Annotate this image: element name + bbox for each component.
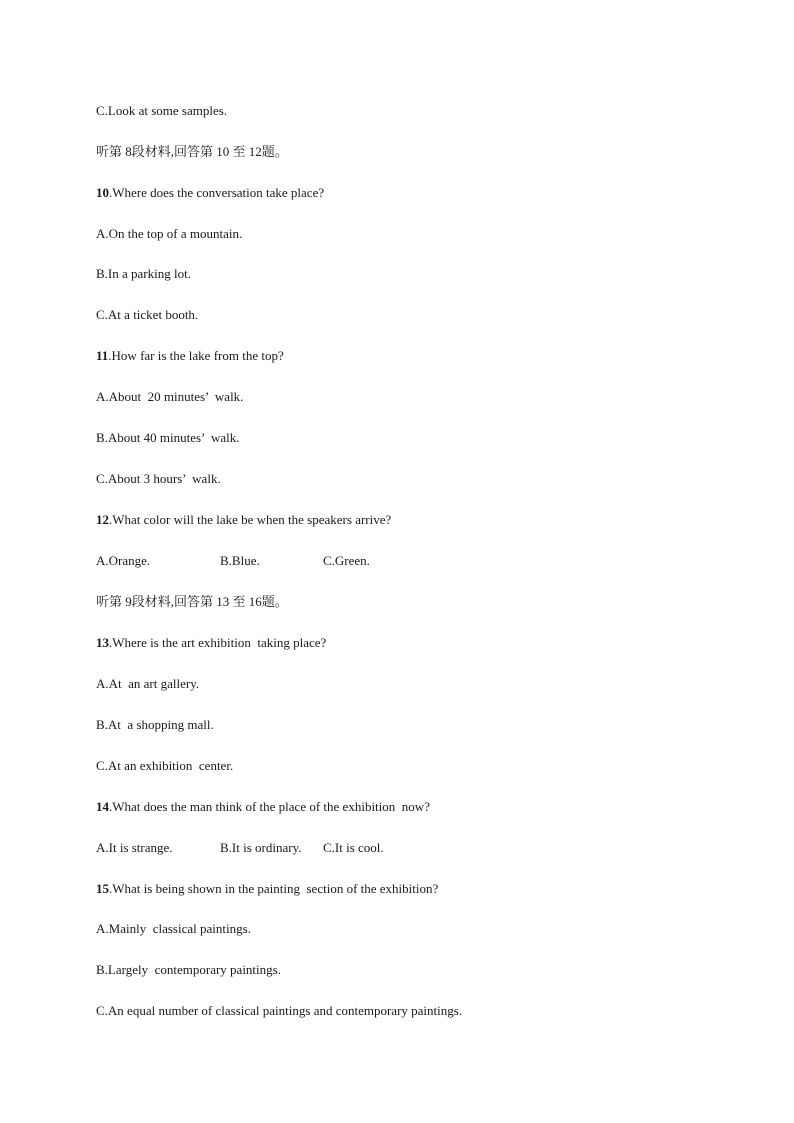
question-text: .Where does the conversation take place? — [109, 185, 325, 200]
q10-option-a: A.On the top of a mountain. — [96, 226, 243, 241]
question-number: 10 — [96, 185, 109, 200]
q13-option-c: C.At an exhibition center. — [96, 758, 234, 773]
q15-option-b: B.Largely contemporary paintings. — [96, 962, 281, 977]
q12-option-b: B.Blue. — [220, 553, 260, 568]
q12-option-a: A.Orange. — [96, 553, 151, 568]
q14-option-a: A.It is strange. — [96, 840, 173, 855]
question-15 — [96, 881, 438, 897]
q14-options — [96, 840, 696, 856]
q14-option-c: C.It is cool. — [323, 840, 384, 855]
q12-options — [96, 553, 696, 569]
question-text: .How far is the lake from the top? — [108, 348, 284, 363]
question-text: .What color will the lake be when the speakers arrive? — [109, 512, 392, 527]
q15-option-a: A.Mainly classical paintings. — [96, 921, 251, 936]
q13-option-b: B.At a shopping mall. — [96, 717, 214, 732]
q15-option-c: C.An equal number of classical paintings and contemporary paintings. — [96, 1003, 463, 1018]
question-14 — [96, 799, 430, 815]
question-number: 14 — [96, 799, 109, 814]
q14-option-b: B.It is ordinary. — [220, 840, 302, 855]
question-11 — [96, 348, 284, 364]
question-10 — [96, 185, 324, 201]
question-number: 13 — [96, 635, 109, 650]
q10-option-c: C.At a ticket booth. — [96, 307, 199, 322]
question-text: .What does the man think of the place of the exhibition now? — [109, 799, 430, 814]
q11-option-a: A.About 20 minutes’ walk. — [96, 389, 244, 404]
section-8-header: 听第 8段材料,回答第 10 至 12题。 — [96, 144, 288, 159]
question-text: .What is being shown in the painting section of the exhibition? — [109, 881, 439, 896]
q9-option-c: C.Look at some samples. — [96, 103, 228, 118]
section-9-header: 听第 9段材料,回答第 13 至 16题。 — [96, 594, 288, 609]
question-number: 11 — [96, 348, 109, 363]
q11-option-c: C.About 3 hours’ walk. — [96, 471, 221, 486]
q12-option-c: C.Green. — [323, 553, 370, 568]
q10-option-b: B.In a parking lot. — [96, 266, 191, 281]
question-number: 12 — [96, 512, 109, 527]
question-13 — [96, 635, 326, 651]
q11-option-b: B.About 40 minutes’ walk. — [96, 430, 240, 445]
question-text: .Where is the art exhibition taking place? — [109, 635, 327, 650]
question-12 — [96, 512, 391, 528]
q13-option-a: A.At an art gallery. — [96, 676, 200, 691]
question-number: 15 — [96, 881, 109, 896]
